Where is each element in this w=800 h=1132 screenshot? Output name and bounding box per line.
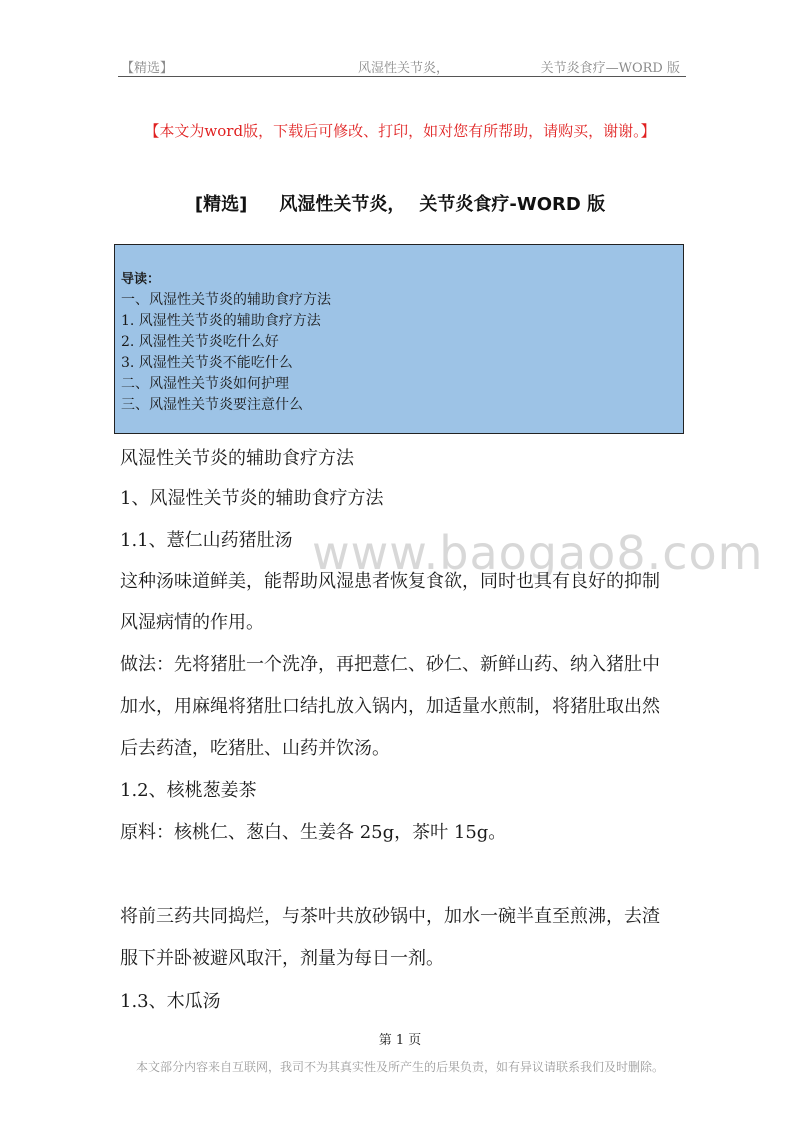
guide-item: 三、风湿性关节炎要注意什么 bbox=[121, 397, 303, 413]
page-footer: 本文部分内容来自互联网，我司不为其真实性及所产生的后果负责，如有异议请联系我们及时删除。 bbox=[135, 1060, 664, 1074]
guide-box bbox=[114, 244, 684, 434]
recipe-heading: 1.3、木瓜汤 bbox=[120, 991, 221, 1012]
title-part-2: 风湿性关节炎， bbox=[279, 194, 406, 215]
page-header-right: 关节炎食疗—WORD 版 bbox=[540, 61, 680, 76]
header-rule bbox=[118, 76, 686, 77]
title-part-3: 关节炎食疗-WORD 版 bbox=[419, 194, 606, 215]
body-text: 服下并卧被避风取汗，剂量为每日一剂。 bbox=[120, 948, 444, 969]
body-text: 原料：核桃仁、葱白、生姜各 25g，茶叶 15g。 bbox=[120, 822, 507, 843]
guide-item: 一、风湿性关节炎的辅助食疗方法 bbox=[121, 292, 331, 308]
body-text: 后去药渣，吃猪肚、山药并饮汤。 bbox=[120, 738, 390, 759]
recipe-heading: 1.1、薏仁山药猪肚汤 bbox=[120, 530, 293, 551]
body-text: 加水，用麻绳将猪肚口结扎放入锅内，加适量水煎制，将猪肚取出然 bbox=[120, 696, 660, 717]
word-notice: 【本文为word版，下载后可修改、打印，如对您有所帮助，请购买，谢谢。】 bbox=[144, 122, 656, 140]
guide-item: 2. 风湿性关节炎吃什么好 bbox=[121, 334, 279, 350]
page-number: 第 1 页 bbox=[378, 1033, 422, 1048]
title-part-1: [精选] bbox=[194, 194, 248, 215]
page-header-center: 风湿性关节炎， bbox=[358, 61, 450, 76]
section-heading: 风湿性关节炎的辅助食疗方法 bbox=[120, 448, 354, 469]
guide-item: 二、风湿性关节炎如何护理 bbox=[121, 376, 289, 392]
page-header-left: 【精选】 bbox=[121, 61, 174, 76]
watermark: www.baogao8.com bbox=[312, 526, 764, 580]
guide-item: 3. 风湿性关节炎不能吃什么 bbox=[121, 355, 293, 371]
guide-heading: 导读： bbox=[121, 272, 161, 287]
body-text: 将前三药共同捣烂，与茶叶共放砂锅中，加水一碗半直至煎沸，去渣 bbox=[120, 906, 660, 927]
body-text: 做法：先将猪肚一个洗净，再把薏仁、砂仁、新鲜山药、纳入猪肚中 bbox=[120, 654, 660, 675]
recipe-heading: 1.2、核桃葱姜茶 bbox=[120, 780, 257, 801]
subsection-heading: 1、风湿性关节炎的辅助食疗方法 bbox=[120, 488, 384, 509]
body-text: 风湿病情的作用。 bbox=[120, 612, 264, 633]
body-text: 这种汤味道鲜美，能帮助风湿患者恢复食欲，同时也具有良好的抑制 bbox=[120, 571, 660, 592]
document-title bbox=[0, 190, 800, 216]
guide-item: 1. 风湿性关节炎的辅助食疗方法 bbox=[121, 313, 321, 329]
